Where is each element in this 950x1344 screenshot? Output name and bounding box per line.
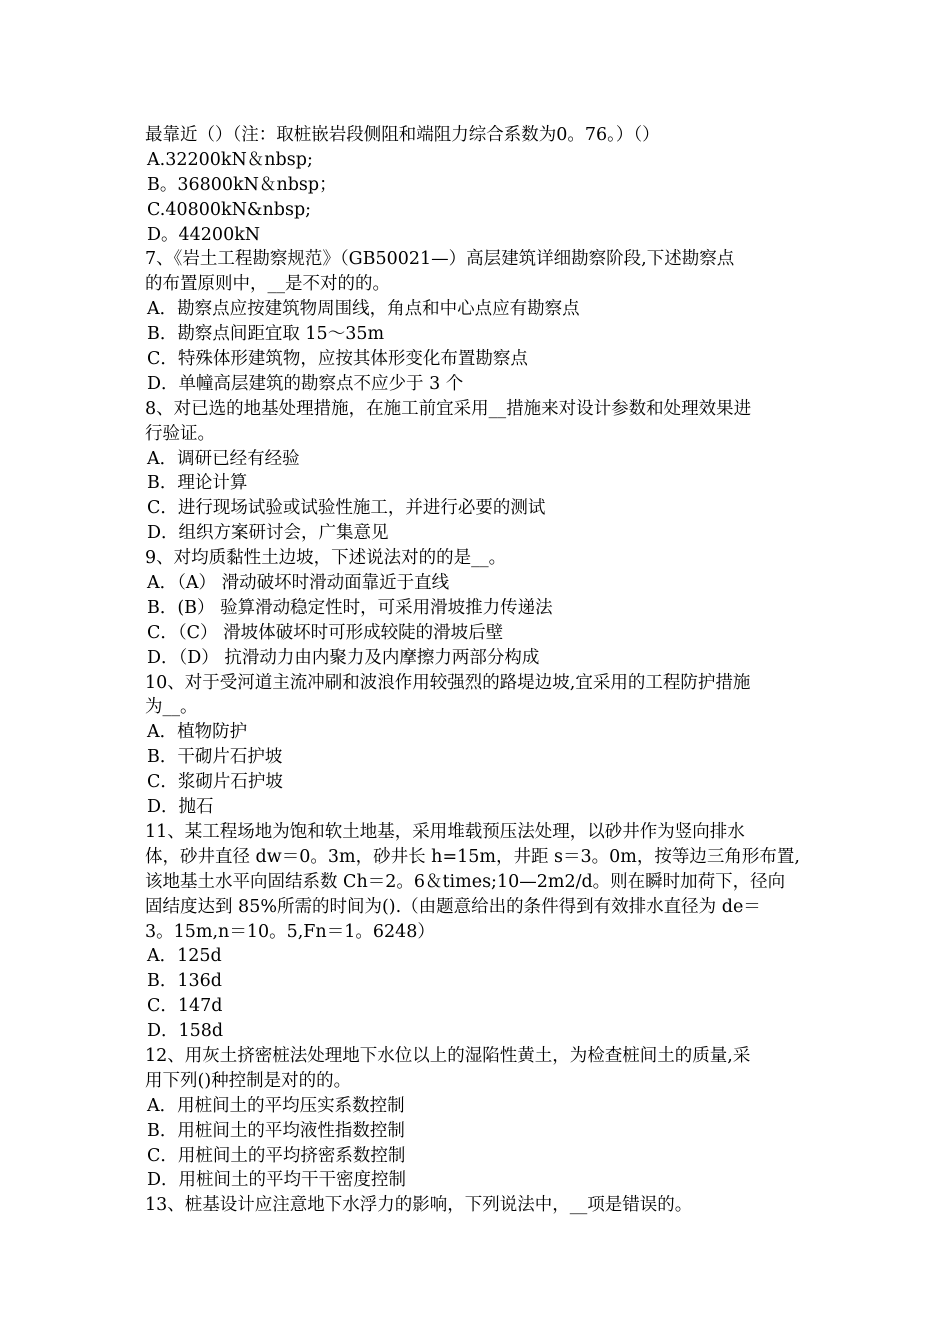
- option-a: A．（A） 滑动破坏时滑动面靠近于直线: [147, 573, 450, 594]
- intro-option-d: D。44200kN: [147, 224, 261, 245]
- question-text-line: 13、桩基设计应注意地下水浮力的影响，下列说法中，__项是错误的。: [145, 1195, 693, 1216]
- question-text-line: 该地基土水平向固结系数 Ch＝2。6＆times;10—2m2/d。则在瞬时加荷下，径向: [145, 871, 786, 892]
- question-text-line: 固结度达到 85%所需的时间为().（由题意给出的条件得到有效排水直径为 de＝: [145, 896, 761, 917]
- question-text-line: 的布置原则中，__是不对的的。: [145, 274, 390, 295]
- option-d: D．（D） 抗滑动力由内聚力及内摩擦力两部分构成: [147, 647, 540, 668]
- question-9: [145, 546, 815, 670]
- option-c: C．浆砌片石护坡: [147, 772, 283, 793]
- option-c: C．用桩间土的平均挤密系数控制: [147, 1145, 406, 1166]
- question-text-line: 10、对于受河道主流冲刷和波浪作用较强烈的路堤边坡,宜采用的工程防护措施: [145, 672, 751, 693]
- intro-option-a: A.32200kN＆nbsp;: [147, 149, 313, 170]
- question-13: [145, 1193, 815, 1218]
- question-10: [145, 671, 815, 820]
- question-text-line: 体，砂井直径 dw＝0。3m，砂井长 h=15m，井距 s＝3。0m，按等边三角形布置,: [145, 846, 800, 867]
- option-c: C．进行现场试验或试验性施工，并进行必要的测试: [147, 498, 546, 519]
- document-body: [145, 123, 815, 1218]
- question-text-line: 8、对已选的地基处理措施，在施工前宜采用__措施来对设计参数和处理效果进: [145, 398, 752, 419]
- question-text-line: 用下列()种控制是对的的。: [145, 1070, 352, 1091]
- option-a: A．用桩间土的平均压实系数控制: [147, 1095, 405, 1116]
- option-a: A．调研已经有经验: [147, 448, 300, 469]
- intro-block: [145, 123, 815, 247]
- intro-option-c: C.40800kN&nbsp;: [147, 199, 312, 220]
- option-b: B．136d: [147, 971, 222, 992]
- intro-option-b: B。36800kN＆nbsp；: [147, 174, 337, 195]
- option-b: B．(B） 验算滑动稳定性时，可采用滑坡推力传递法: [147, 597, 553, 618]
- question-text-line: 12、用灰土挤密桩法处理地下水位以上的湿陷性黄土，为检查桩间土的质量,采: [145, 1045, 751, 1066]
- option-a: A．植物防护: [147, 722, 248, 743]
- question-text-line: 7、《岩土工程勘察规范》（GB50021—）高层建筑详细勘察阶段,下述勘察点: [145, 249, 735, 270]
- question-text-line: 为__。: [145, 697, 198, 718]
- option-b: B．干砌片石护坡: [147, 747, 283, 768]
- option-a: A．勘察点应按建筑物周围线，角点和中心点应有勘察点: [147, 299, 580, 320]
- option-b: B．理论计算: [147, 473, 248, 494]
- question-text-line: 11、某工程场地为饱和软土地基，采用堆载预压法处理，以砂井作为竖向排水: [145, 821, 745, 842]
- option-c: C．147d: [147, 996, 223, 1017]
- option-c: C．特殊体形建筑物，应按其体形变化布置勘察点: [147, 349, 528, 370]
- question-text-line: 行验证。: [145, 423, 215, 444]
- option-d: D．组织方案研讨会，广集意见: [147, 523, 389, 544]
- option-d: D．抛石: [147, 797, 214, 818]
- option-d: D．用桩间土的平均干干密度控制: [147, 1170, 407, 1191]
- option-b: B．勘察点间距宜取 15～35m: [147, 324, 385, 345]
- question-text-line: 9、对均质黏性土边坡，下述说法对的的是__。: [145, 548, 507, 569]
- intro-text: 最靠近（）（注：取桩嵌岩段侧阻和端阻力综合系数为0。76。）（）: [145, 125, 660, 145]
- question-text-line: 3。15m,n＝10。5,Fn＝1。6248）: [145, 921, 435, 942]
- option-c: C．（C） 滑坡体破坏时可形成较陡的滑坡后壁: [147, 622, 504, 643]
- question-12: [145, 1044, 815, 1193]
- option-d: D．158d: [147, 1021, 224, 1042]
- option-d: D．单幢高层建筑的勘察点不应少于 3 个: [147, 373, 464, 394]
- question-7: [145, 247, 815, 396]
- question-8: [145, 397, 815, 546]
- question-11: [145, 820, 815, 1044]
- option-b: B．用桩间土的平均液性指数控制: [147, 1120, 405, 1141]
- option-a: A．125d: [147, 946, 222, 967]
